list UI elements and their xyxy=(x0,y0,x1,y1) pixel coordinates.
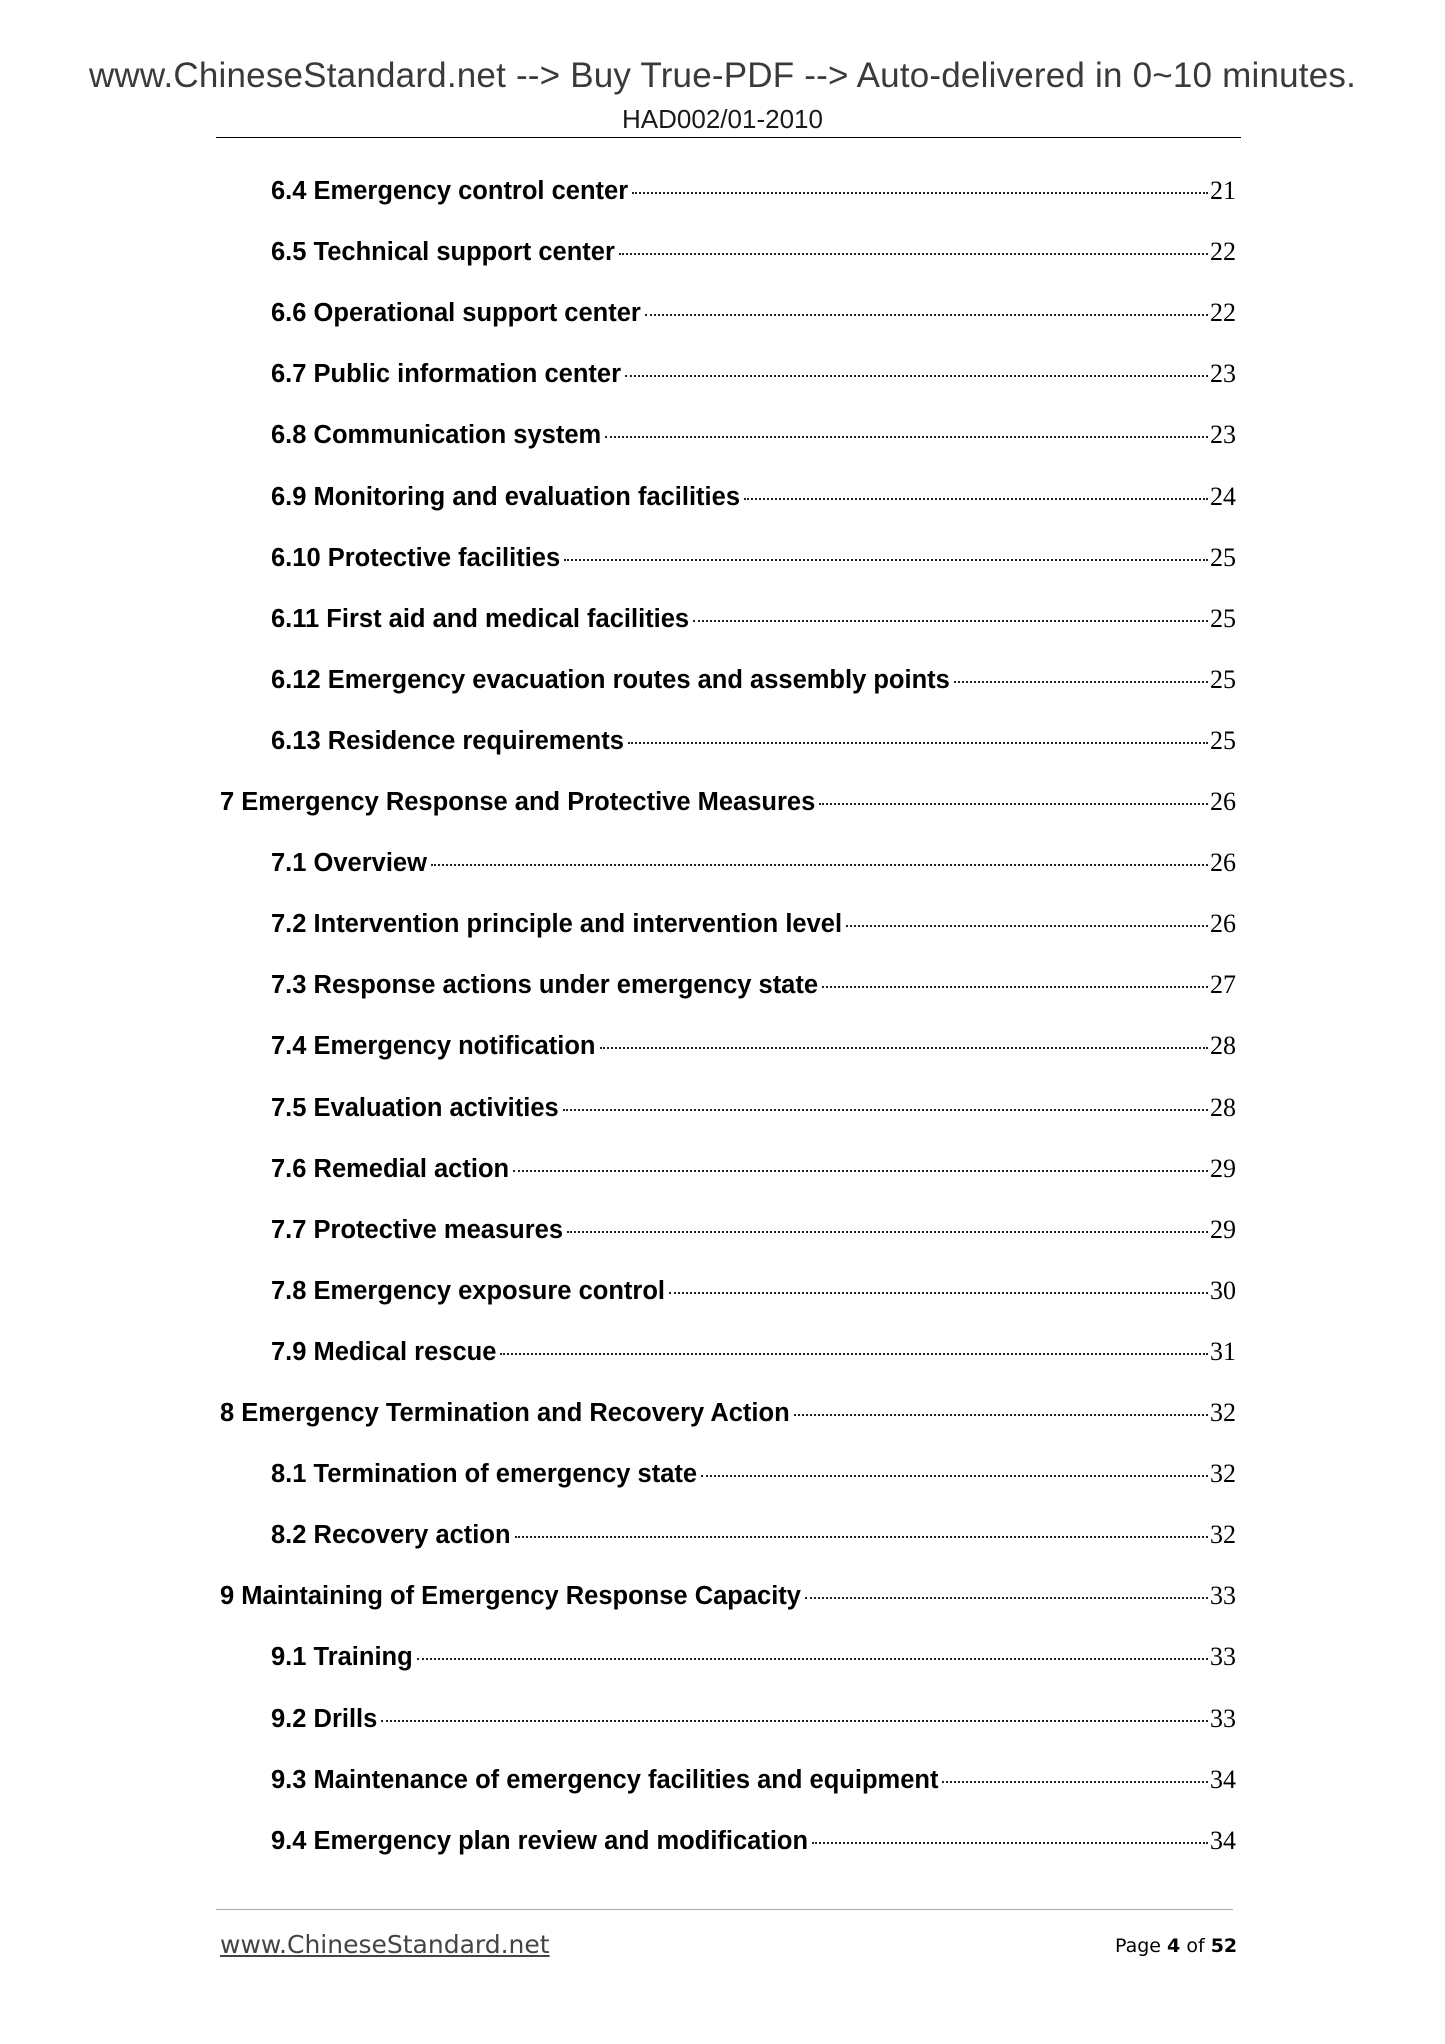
toc-entry[interactable] xyxy=(220,787,1236,827)
toc-entry-page: 29 xyxy=(1210,1214,1236,1244)
toc-dot-leader xyxy=(812,1842,1208,1844)
toc-entry-title: 6.5 Technical support center xyxy=(271,238,615,267)
toc-entry-page: 22 xyxy=(1210,298,1236,328)
toc-dot-leader xyxy=(567,1231,1208,1233)
page-of: of xyxy=(1180,1935,1211,1957)
toc-entry-page: 25 xyxy=(1210,603,1236,633)
toc-dot-leader xyxy=(515,1536,1208,1538)
toc-entry-page: 31 xyxy=(1210,1336,1236,1366)
toc-entry-page: 33 xyxy=(1210,1642,1236,1672)
footer-rule xyxy=(216,1909,1233,1910)
toc-entry[interactable] xyxy=(271,848,1236,888)
toc-entry-title: 9.3 Maintenance of emergency facilities and equipment xyxy=(271,1765,939,1794)
toc-entry-title: 6.4 Emergency control center xyxy=(271,177,629,205)
toc-entry-page: 28 xyxy=(1210,1031,1236,1061)
toc-entry-page: 33 xyxy=(1210,1703,1236,1733)
toc-entry-page: 33 xyxy=(1210,1581,1236,1611)
toc-entry-title: 9 Maintaining of Emergency Response Capacity xyxy=(220,1582,801,1611)
toc-entry[interactable] xyxy=(271,970,1236,1010)
toc-entry[interactable] xyxy=(271,1276,1236,1316)
toc-entry-title: 7.7 Protective measures xyxy=(271,1215,564,1244)
toc-entry-title: 9.4 Emergency plan review and modification xyxy=(271,1826,809,1855)
toc-entry-page: 32 xyxy=(1210,1459,1236,1489)
toc-dot-leader xyxy=(805,1597,1208,1599)
footer-site-link[interactable]: www.ChineseStandard.net xyxy=(220,1930,550,1959)
toc-entry[interactable] xyxy=(271,237,1236,277)
toc-entry-title: 6.6 Operational support center xyxy=(271,299,641,328)
page-current: 4 xyxy=(1167,1935,1181,1957)
toc-dot-leader xyxy=(632,192,1208,194)
toc-entry-title: 8.2 Recovery action xyxy=(271,1521,511,1550)
toc-entry-page: 25 xyxy=(1210,664,1236,694)
toc-dot-leader xyxy=(628,742,1208,744)
toc-entry[interactable] xyxy=(271,1031,1236,1071)
toc-entry[interactable] xyxy=(271,1642,1236,1682)
toc-dot-leader xyxy=(942,1781,1208,1783)
toc-entry-page: 25 xyxy=(1210,542,1236,572)
toc-dot-leader xyxy=(417,1658,1208,1660)
toc-entry-title: 7 Emergency Response and Protective Measures xyxy=(220,788,816,816)
toc-entry[interactable] xyxy=(271,1765,1236,1805)
toc-dot-leader xyxy=(701,1475,1208,1477)
toc-dot-leader xyxy=(954,681,1208,683)
toc-entry-title: 9.1 Training xyxy=(271,1643,413,1672)
toc-entry-title: 8 Emergency Termination and Recovery Action xyxy=(220,1399,790,1427)
toc-entry-title: 8.1 Termination of emergency state xyxy=(271,1460,698,1489)
toc-entry-title: 7.1 Overview xyxy=(271,849,427,878)
toc-dot-leader xyxy=(822,986,1208,988)
toc-entry-page: 26 xyxy=(1210,909,1236,939)
toc-entry-page: 34 xyxy=(1210,1825,1236,1855)
toc-dot-leader xyxy=(819,803,1208,805)
toc-dot-leader xyxy=(500,1353,1208,1355)
toc-entry-title: 9.2 Drills xyxy=(271,1704,378,1733)
toc-dot-leader xyxy=(693,620,1208,622)
toc-entry[interactable] xyxy=(271,1154,1236,1194)
toc-dot-leader xyxy=(645,314,1208,316)
toc-dot-leader xyxy=(605,436,1208,438)
toc-dot-leader xyxy=(563,1109,1208,1111)
toc-entry[interactable] xyxy=(271,420,1236,460)
toc-entry[interactable] xyxy=(271,1459,1236,1499)
toc-entry[interactable] xyxy=(220,1398,1236,1438)
toc-dot-leader xyxy=(794,1414,1208,1416)
toc-entry-page: 22 xyxy=(1210,237,1236,267)
toc-entry-page: 23 xyxy=(1210,420,1236,450)
toc-entry-title: 7.2 Intervention principle and intervention level xyxy=(271,910,843,939)
toc-entry-page: 34 xyxy=(1210,1764,1236,1794)
standard-code: HAD002/01-2010 xyxy=(622,104,823,134)
toc-entry-page: 29 xyxy=(1210,1153,1236,1183)
toc-dot-leader xyxy=(564,559,1208,561)
toc-dot-leader xyxy=(600,1047,1208,1049)
toc-entry[interactable] xyxy=(271,604,1236,644)
toc-entry[interactable] xyxy=(271,359,1236,399)
page-number xyxy=(1115,1935,1237,1957)
toc-entry-page: 23 xyxy=(1210,359,1236,389)
page-total: 52 xyxy=(1210,1935,1238,1957)
toc-dot-leader xyxy=(744,498,1208,500)
toc-entry-title: 6.11 First aid and medical facilities xyxy=(271,604,690,633)
toc-entry-title: 7.9 Medical rescue xyxy=(271,1337,497,1366)
toc-entry-page: 32 xyxy=(1210,1520,1236,1550)
toc-entry-title: 6.8 Communication system xyxy=(271,421,602,450)
toc-entry[interactable] xyxy=(271,909,1236,949)
toc-entry[interactable] xyxy=(271,726,1236,766)
page-prefix: Page xyxy=(1115,1935,1168,1957)
header-banner: www.ChineseStandard.net --> Buy True-PDF --> Auto-delivered in 0~10 minutes. xyxy=(88,56,1357,95)
toc-entry-page: 27 xyxy=(1210,970,1236,1000)
toc-entry-title: 7.6 Remedial action xyxy=(271,1154,510,1183)
toc-entry[interactable] xyxy=(271,543,1236,583)
toc-entry[interactable] xyxy=(220,1581,1236,1621)
toc-entry-title: 7.4 Emergency notification xyxy=(271,1032,596,1061)
toc-entry[interactable] xyxy=(271,298,1236,338)
toc-entry-title: 6.9 Monitoring and evaluation facilities xyxy=(271,482,740,511)
toc-dot-leader xyxy=(431,864,1208,866)
toc-entry-title: 6.10 Protective facilities xyxy=(271,543,561,572)
toc-entry[interactable] xyxy=(271,1215,1236,1255)
toc-dot-leader xyxy=(381,1720,1208,1722)
toc-entry[interactable] xyxy=(271,1826,1236,1866)
toc-dot-leader xyxy=(669,1292,1208,1294)
toc-entry-title: 7.3 Response actions under emergency state xyxy=(271,971,819,1000)
toc-entry-title: 7.8 Emergency exposure control xyxy=(271,1276,665,1305)
toc-entry[interactable] xyxy=(271,482,1236,522)
toc-entry[interactable] xyxy=(271,1337,1236,1377)
toc-entry-title: 6.12 Emergency evacuation routes and assembly points xyxy=(271,665,950,694)
toc-dot-leader xyxy=(625,375,1208,377)
toc-entry[interactable] xyxy=(271,1093,1236,1133)
toc-dot-leader xyxy=(513,1170,1208,1172)
toc-entry[interactable] xyxy=(271,1520,1236,1560)
toc-entry-title: 6.13 Residence requirements xyxy=(271,726,624,755)
toc-entry-page: 24 xyxy=(1210,481,1236,511)
toc-entry-page: 26 xyxy=(1210,848,1236,878)
toc-entry-page: 30 xyxy=(1210,1275,1236,1305)
toc-entry[interactable] xyxy=(271,176,1236,216)
toc-entry-page: 21 xyxy=(1210,176,1236,205)
toc-entry[interactable] xyxy=(271,665,1236,705)
toc-dot-leader xyxy=(619,253,1208,255)
toc-entry-page: 32 xyxy=(1210,1398,1236,1427)
toc-entry-page: 26 xyxy=(1210,787,1236,816)
toc-dot-leader xyxy=(846,925,1208,927)
toc-entry-page: 25 xyxy=(1210,725,1236,755)
toc-entry-title: 6.7 Public information center xyxy=(271,360,621,389)
toc-entry[interactable] xyxy=(271,1704,1236,1744)
toc-entry-page: 28 xyxy=(1210,1092,1236,1122)
toc-entry-title: 7.5 Evaluation activities xyxy=(271,1093,559,1122)
